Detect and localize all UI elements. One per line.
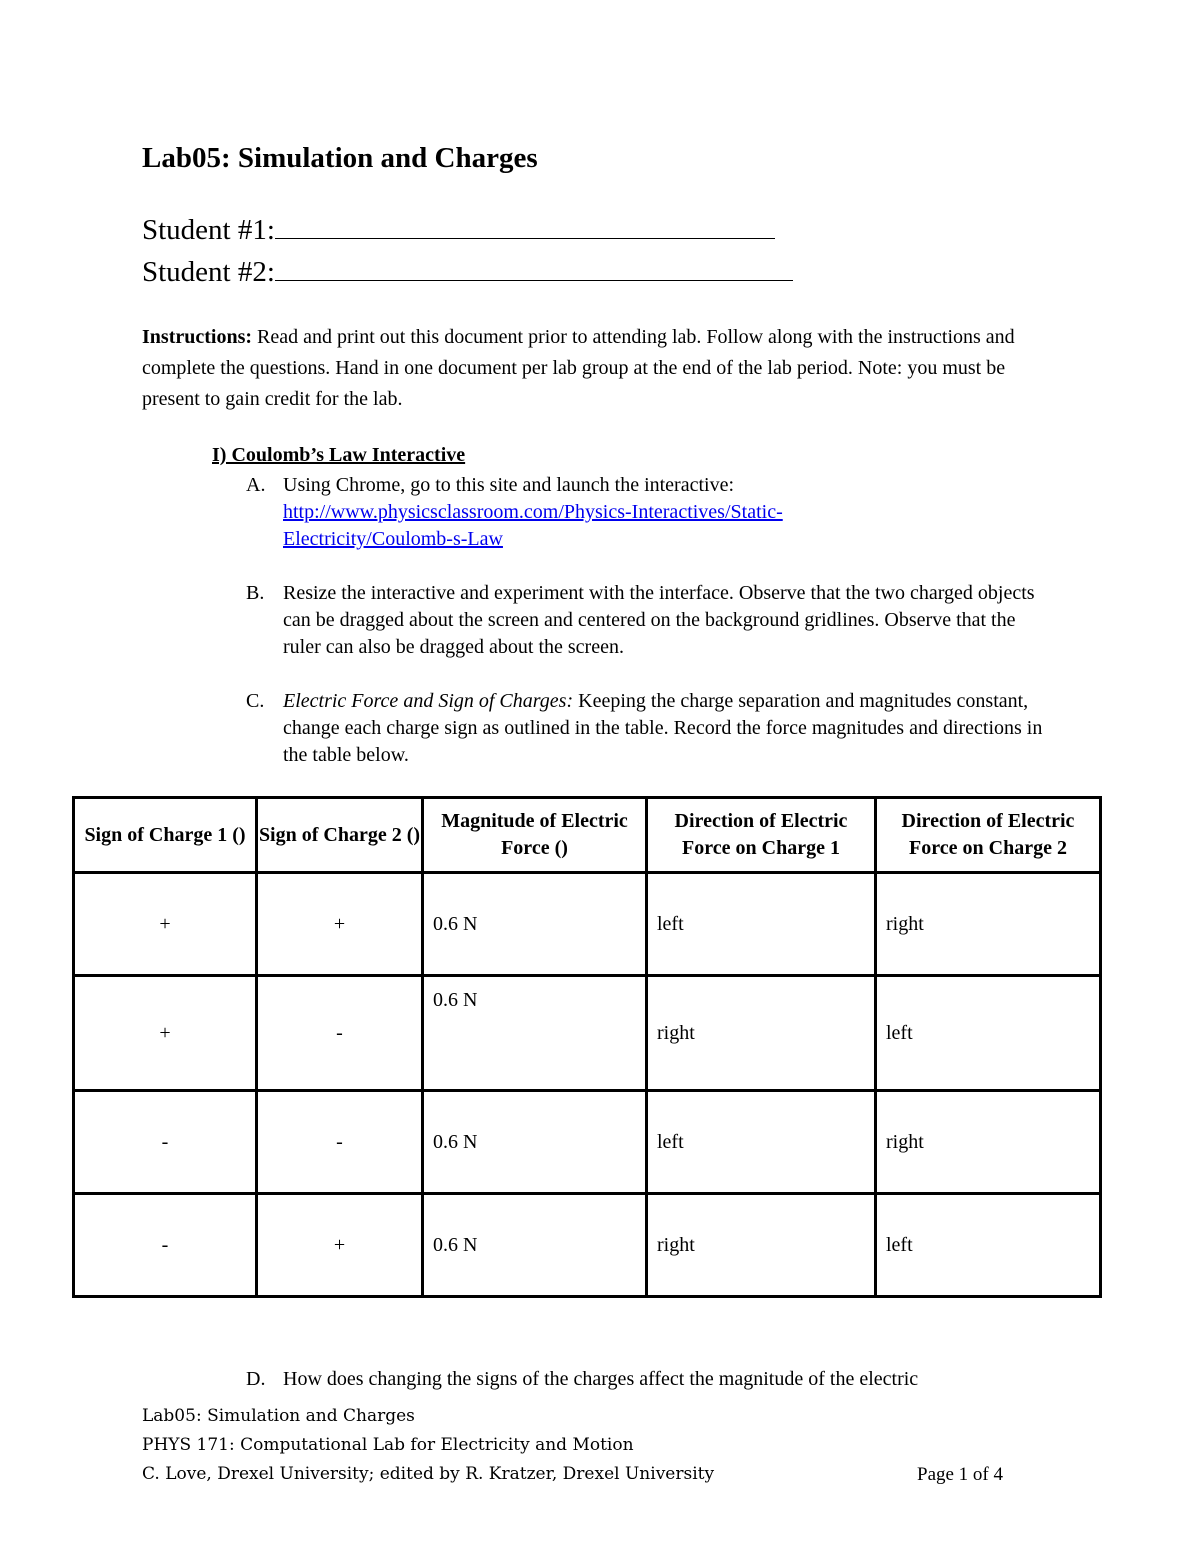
list-item-b <box>246 580 1046 661</box>
table-cell[interactable]: left <box>647 873 876 976</box>
student-2-blank-line[interactable] <box>275 254 793 281</box>
list-item-text: How does changing the signs of the charges affect the magnitude of the electric <box>283 1368 919 1390</box>
list-item-lead: Electric Force and Sign of Charges: <box>283 690 574 712</box>
instructions-label: Instructions: <box>142 326 253 348</box>
table-cell[interactable]: right <box>876 1091 1101 1194</box>
list-marker: C. <box>246 690 265 712</box>
document-title: Lab05: Simulation and Charges <box>142 142 538 174</box>
table-cell[interactable]: - <box>257 976 423 1091</box>
footer-authors-line <box>142 1460 1022 1489</box>
results-table <box>72 796 1102 1298</box>
table-cell[interactable]: right <box>647 1194 876 1297</box>
table-cell[interactable]: left <box>647 1091 876 1194</box>
student-1-field[interactable] <box>142 212 775 247</box>
list-marker: A. <box>246 474 266 496</box>
column-header-direction-charge-1: Direction of Electric Force on Charge 1 <box>647 798 876 873</box>
table-cell[interactable]: 0.6 N <box>423 1194 647 1297</box>
table-row <box>74 873 1101 976</box>
student-2-field[interactable] <box>142 254 793 289</box>
list-item-c <box>246 688 1046 769</box>
list-item-d <box>246 1366 1046 1393</box>
section-heading: I) Coulomb’s Law Interactive <box>212 444 466 466</box>
list-item-a <box>246 472 1046 553</box>
list-marker: B. <box>246 582 265 604</box>
table-cell[interactable]: + <box>74 873 257 976</box>
student-1-label: Student #1: <box>142 214 275 246</box>
page-number: Page 1 of 4 <box>917 1464 1004 1485</box>
table-cell[interactable]: right <box>876 873 1101 976</box>
instructions-text: Read and print out this document prior to attending lab. Follow along with the instructions and complete the questions. Hand in one document per lab group at the end of the lab period. Note: you must be present to gain credit for the lab. <box>142 326 1015 410</box>
list-item-text: Resize the interactive and experiment with the interface. Observe that the two charged objects can be dragged about the screen and centered on the background gridlines. Observe that the ruler can also be dragged about the screen. <box>283 582 1035 658</box>
column-header-sign-charge-1: Sign of Charge 1 () <box>74 798 257 873</box>
instructions-paragraph <box>142 322 1042 415</box>
footer-course: PHYS 171: Computational Lab for Electricity and Motion <box>142 1435 634 1455</box>
table-cell[interactable]: - <box>257 1091 423 1194</box>
table-cell[interactable]: left <box>876 976 1101 1091</box>
student-1-blank-line[interactable] <box>275 212 775 239</box>
table-row <box>74 1194 1101 1297</box>
page-footer <box>142 1402 1022 1489</box>
table-cell[interactable]: - <box>74 1091 257 1194</box>
column-header-direction-charge-2: Direction of Electric Force on Charge 2 <box>876 798 1101 873</box>
table-row <box>74 976 1101 1091</box>
table-cell[interactable]: 0.6 N <box>423 1091 647 1194</box>
list-marker: D. <box>246 1368 266 1390</box>
column-header-magnitude: Magnitude of Electric Force () <box>423 798 647 873</box>
list-item-text: Using Chrome, go to this site and launch the interactive: <box>283 474 735 496</box>
table-cell[interactable]: + <box>74 976 257 1091</box>
table-cell[interactable]: + <box>257 873 423 976</box>
table-cell[interactable]: 0.6 N <box>423 873 647 976</box>
interactive-link[interactable]: http://www.physicsclassroom.com/Physics-Interactives/Static-Electricity/Coulomb-s-Law <box>283 501 783 550</box>
table-header-row <box>74 798 1101 873</box>
column-header-sign-charge-2: Sign of Charge 2 () <box>257 798 423 873</box>
table-cell[interactable]: - <box>74 1194 257 1297</box>
table-cell[interactable]: 0.6 N <box>423 976 647 1091</box>
table-row <box>74 1091 1101 1194</box>
table-cell[interactable]: right <box>647 976 876 1091</box>
footer-doc-title: Lab05: Simulation and Charges <box>142 1406 415 1426</box>
list-item-text: Keeping the charge separation and magnitudes constant, change each charge sign as outlined in the table. Record the force magnitudes and directions in the table below. <box>283 690 1043 766</box>
footer-authors: C. Love, Drexel University; edited by R. Kratzer, Drexel University <box>142 1464 715 1484</box>
student-2-label: Student #2: <box>142 256 275 288</box>
table-cell[interactable]: left <box>876 1194 1101 1297</box>
table-cell[interactable]: + <box>257 1194 423 1297</box>
